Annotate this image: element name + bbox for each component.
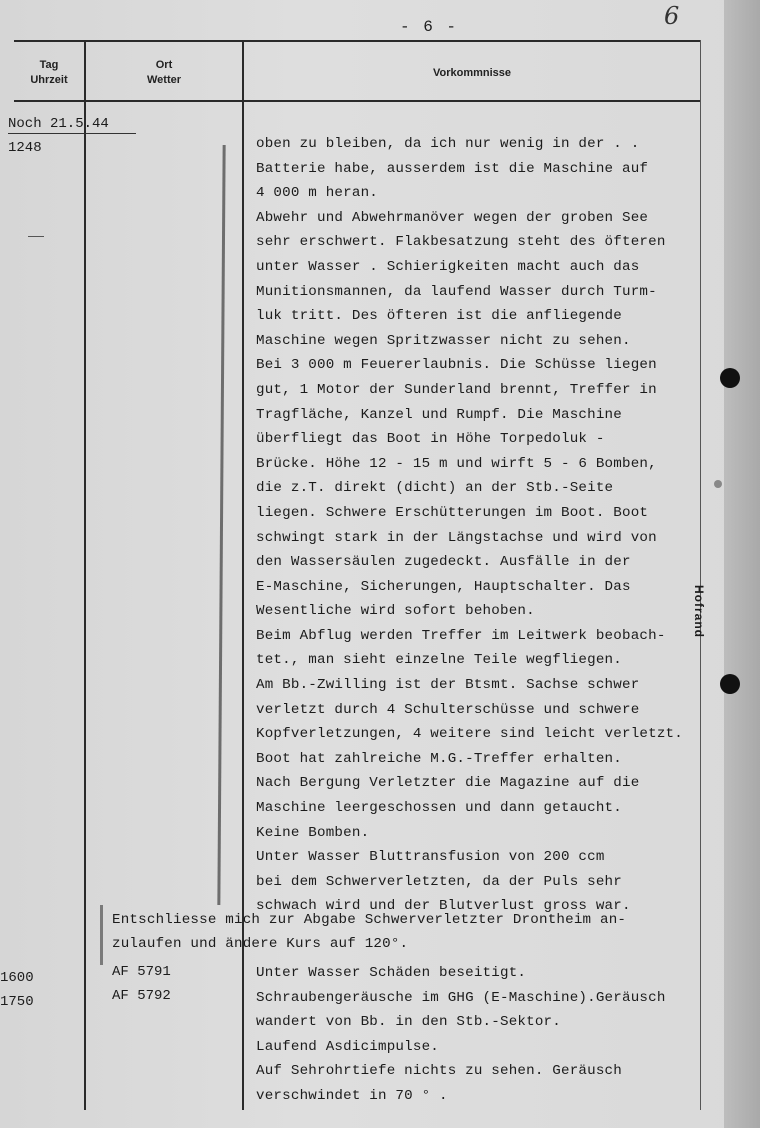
continuation-date: Noch 21.5.44 — [8, 116, 109, 132]
events-text — [256, 132, 708, 919]
text-line: oben zu bleiben, da ich nur wenig in der . . — [256, 136, 640, 152]
text-line: liegen. Schwere Erschütterungen im Boot. Boot — [256, 504, 649, 521]
page-edge — [724, 0, 760, 1128]
header-col-location-weather — [86, 58, 242, 88]
text-line: Unter Wasser Bluttransfusion von 200 ccm — [256, 849, 605, 866]
text-line: Brücke. Höhe 12 - 15 m und wirft 5 - 6 Bomben, — [256, 455, 657, 472]
side-stamp: Hofrand — [692, 585, 706, 638]
time-entry-1248: 1248 — [8, 140, 42, 156]
column-divider-1 — [84, 40, 86, 1110]
time-entry-1750: 1750 — [0, 994, 34, 1010]
text-line: gut, 1 Motor der Sunderland brennt, Treffer in — [256, 381, 657, 398]
text-line: Maschine wegen Spritzwasser nicht zu sehen. — [256, 332, 631, 349]
continuation-underline — [8, 133, 136, 134]
text-line: Boot hat zahlreiche M.G.-Treffer erhalten. — [256, 750, 622, 767]
binder-hole — [720, 674, 740, 694]
text-line: Unter Wasser Schäden beseitigt. — [256, 965, 527, 981]
header-uhrzeit-label: Uhrzeit — [30, 74, 68, 86]
text-line: verletzt durch 4 Schulterschüsse und schwere — [256, 701, 640, 718]
text-line: Nach Bergung Verletzter die Magazine auf die — [256, 775, 640, 792]
header-tag-label: Tag — [39, 59, 59, 71]
text-line: Am Bb.-Zwilling ist der Btsmt. Sachse schwer — [256, 677, 640, 694]
text-line: überfliegt das Boot in Höhe Torpedoluk - — [256, 431, 605, 448]
binder-hole — [720, 368, 740, 388]
events-text-lower — [256, 961, 708, 1109]
margin-dash-mark — [28, 236, 44, 237]
text-line: Maschine leergeschossen und dann getaucht. — [256, 800, 622, 817]
text-line: Munitionsmannen, da laufend Wasser durch Turm- — [256, 283, 657, 300]
text-line: tet., man sieht einzelne Teile wegfliegen. — [256, 652, 622, 669]
text-line: Batterie habe, ausserdem ist die Maschine auf — [256, 160, 649, 177]
text-line: wandert von Bb. in den Stb.-Sektor. — [256, 1014, 561, 1031]
text-line: verschwindet in 70 ° . — [256, 1087, 448, 1104]
text-line: unter Wasser . Schierigkeiten macht auch das — [256, 258, 640, 275]
header-col-events — [244, 66, 700, 81]
text-line: sehr erschwert. Flakbesatzung steht des öfteren — [256, 234, 666, 251]
header-bottom-rule — [14, 100, 700, 102]
time-entry-1600: 1600 — [0, 970, 34, 986]
text-line: bei dem Schwerverletzten, da der Puls sehr — [256, 873, 622, 890]
text-line: Keine Bomben. — [256, 824, 370, 841]
text-line: Beim Abflug werden Treffer im Leitwerk beobach- — [256, 627, 666, 644]
side-mark — [714, 480, 722, 488]
text-line: Auf Sehrohrtiefe nichts zu sehen. Geräusch — [256, 1063, 622, 1080]
text-line: Laufend Asdicimpulse. — [256, 1038, 439, 1055]
text-line: die z.T. direkt (dicht) an der Stb.-Seite — [256, 480, 614, 497]
header-vorkommnisse-label: Vorkommnisse — [432, 67, 512, 79]
wide-text-line: zulaufen und ändere Kurs auf 120°. — [112, 936, 409, 952]
header-col-date-time — [14, 58, 84, 88]
text-line: Abwehr und Abwehrmanöver wegen der groben See — [256, 209, 649, 226]
location-entry-1: AF 5791 — [112, 964, 171, 980]
text-line: schwach wird und der Blutverlust gross war. — [256, 898, 631, 915]
text-line: luk tritt. Des öfteren ist die anfliegende — [256, 308, 622, 325]
page-number: - 6 - — [400, 18, 459, 36]
text-line: Schraubengeräusche im GHG (E-Maschine).Geräusch — [256, 989, 666, 1006]
text-line: den Wassersäulen zugedeckt. Ausfälle in der — [256, 554, 631, 571]
location-entry-2: AF 5792 — [112, 988, 171, 1004]
text-line: E-Maschine, Sicherungen, Hauptschalter. Das — [256, 578, 631, 595]
header-ort-label: Ort — [155, 59, 173, 71]
pencil-margin-bracket — [100, 905, 103, 965]
text-line: 4 000 m heran. — [256, 185, 378, 202]
text-line: Bei 3 000 m Feuererlaubnis. Die Schüsse liegen — [256, 357, 657, 374]
header-wetter-label: Wetter — [146, 74, 182, 86]
handwritten-page-number: 6 — [664, 2, 680, 30]
text-line: Wesentliche wird sofort behoben. — [256, 603, 535, 620]
wide-text-line: Entschliesse mich zur Abgabe Schwerverletzter Drontheim an- — [112, 912, 627, 928]
table-top-rule — [14, 40, 700, 42]
text-line: schwingt stark in der Längstachse und wird von — [256, 529, 657, 546]
text-line: Tragfläche, Kanzel und Rumpf. Die Maschine — [256, 406, 622, 423]
text-line: Kopfverletzungen, 4 weitere sind leicht verletzt. — [256, 726, 683, 743]
